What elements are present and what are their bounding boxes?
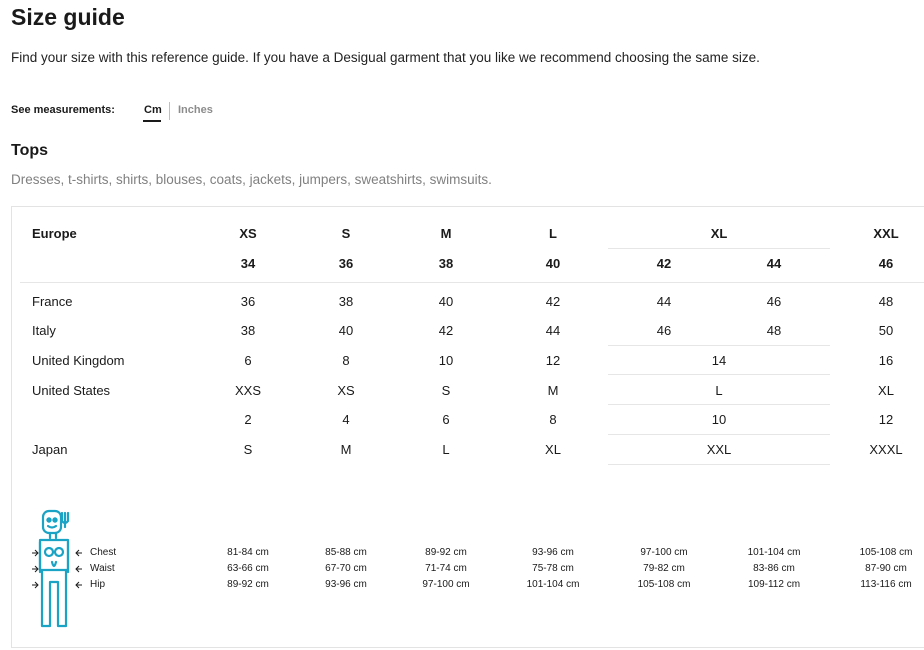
europe-number: 40: [545, 256, 561, 271]
row-label-japan: Japan: [32, 442, 68, 457]
table-cell: 10: [438, 353, 454, 368]
header-divider: [20, 282, 924, 283]
xl-group-divider: [608, 404, 830, 405]
unit-toggle-cm[interactable]: Cm: [144, 104, 162, 116]
table-cell: 8: [549, 412, 557, 427]
chest-value: 81-84 cm: [227, 547, 269, 558]
table-cell: L: [715, 383, 723, 398]
table-cell: 44: [545, 323, 561, 338]
row-label-italy: Italy: [32, 323, 56, 338]
table-cell: 10: [711, 412, 727, 427]
table-cell: 6: [244, 353, 252, 368]
table-cell: 36: [240, 294, 256, 309]
table-cell: 2: [244, 412, 252, 427]
table-cell: M: [340, 442, 352, 457]
chest-value: 93-96 cm: [532, 547, 574, 558]
table-cell: 40: [338, 323, 354, 338]
hip-value: 109-112 cm: [747, 579, 801, 590]
size-name-s: S: [341, 226, 351, 241]
table-cell: 48: [766, 323, 782, 338]
unit-toggle-cm-underline: [143, 120, 161, 122]
waist-value: 79-82 cm: [643, 563, 685, 574]
europe-number: 46: [878, 256, 894, 271]
table-cell: 14: [711, 353, 727, 368]
waist-value: 75-78 cm: [532, 563, 574, 574]
table-cell: 48: [878, 294, 894, 309]
size-name-xxl: XXL: [873, 226, 899, 241]
table-cell: 40: [438, 294, 454, 309]
europe-number: 38: [438, 256, 454, 271]
measurement-label-chest: Chest: [90, 547, 117, 558]
xl-group-divider: [608, 464, 830, 465]
table-cell: 4: [342, 412, 350, 427]
waist-value: 63-66 cm: [227, 563, 269, 574]
europe-number: 36: [338, 256, 354, 271]
table-cell: 44: [656, 294, 672, 309]
waist-value: 83-86 cm: [753, 563, 795, 574]
size-name-xs: XS: [239, 226, 257, 241]
table-cell: XS: [337, 383, 355, 398]
xl-group-divider: [608, 248, 830, 249]
table-cell: XL: [878, 383, 894, 398]
chest-value: 105-108 cm: [859, 547, 913, 558]
table-cell: 16: [878, 353, 894, 368]
europe-number: 44: [766, 256, 782, 271]
chest-value: 89-92 cm: [425, 547, 467, 558]
table-cell: 8: [342, 353, 350, 368]
size-name-m: M: [440, 226, 452, 241]
europe-number: 34: [240, 256, 256, 271]
hip-value: 105-108 cm: [637, 579, 691, 590]
table-cell: 6: [442, 412, 450, 427]
row-label-europe: Europe: [32, 226, 77, 241]
size-name-l: L: [549, 226, 557, 241]
europe-number: 42: [656, 256, 672, 271]
table-cell: 12: [878, 412, 894, 427]
row-label-united-kingdom: United Kingdom: [32, 353, 125, 368]
unit-toggle-inches[interactable]: Inches: [178, 104, 213, 116]
xl-group-divider: [608, 434, 830, 435]
xl-group-divider: [608, 374, 830, 375]
size-name-xl: XL: [710, 226, 728, 241]
table-cell: 46: [766, 294, 782, 309]
table-cell: 46: [656, 323, 672, 338]
chest-value: 97-100 cm: [640, 547, 688, 558]
table-cell: M: [547, 383, 559, 398]
table-cell: 38: [338, 294, 354, 309]
table-cell: S: [243, 442, 253, 457]
row-label-france: France: [32, 294, 73, 309]
measurement-label-hip: Hip: [90, 579, 106, 590]
chest-value: 85-88 cm: [325, 547, 367, 558]
hip-value: 93-96 cm: [325, 579, 367, 590]
table-cell: XXS: [234, 383, 262, 398]
measurements-label: See measurements:: [11, 104, 115, 116]
table-cell: 50: [878, 323, 894, 338]
unit-toggle-divider: [169, 102, 170, 120]
xl-group-divider: [608, 345, 830, 346]
intro-text: Find your size with this reference guide. If you have a Desigual garment that you like we recommend choosing the same size.: [11, 50, 760, 65]
body-measurement-figure-icon: [30, 508, 84, 630]
table-cell: XXXL: [869, 442, 903, 457]
waist-value: 87-90 cm: [865, 563, 907, 574]
row-label-united-states: United States: [32, 383, 111, 398]
hip-value: 97-100 cm: [422, 579, 470, 590]
section-title: Tops: [11, 142, 49, 159]
measurement-label-waist: Waist: [90, 563, 115, 574]
page-title: Size guide: [11, 4, 125, 30]
table-cell: XL: [545, 442, 561, 457]
table-cell: 42: [545, 294, 561, 309]
hip-value: 89-92 cm: [227, 579, 269, 590]
table-cell: L: [442, 442, 450, 457]
hip-value: 113-116 cm: [860, 579, 912, 590]
table-cell: 42: [438, 323, 454, 338]
chest-value: 101-104 cm: [747, 547, 801, 558]
hip-value: 101-104 cm: [526, 579, 580, 590]
table-cell: S: [441, 383, 451, 398]
table-cell: 38: [240, 323, 256, 338]
waist-value: 67-70 cm: [325, 563, 367, 574]
table-cell: XXL: [706, 442, 732, 457]
section-subtitle: Dresses, t-shirts, shirts, blouses, coats, jackets, jumpers, sweatshirts, swimsuits.: [11, 172, 492, 187]
table-cell: 12: [545, 353, 561, 368]
waist-value: 71-74 cm: [425, 563, 467, 574]
